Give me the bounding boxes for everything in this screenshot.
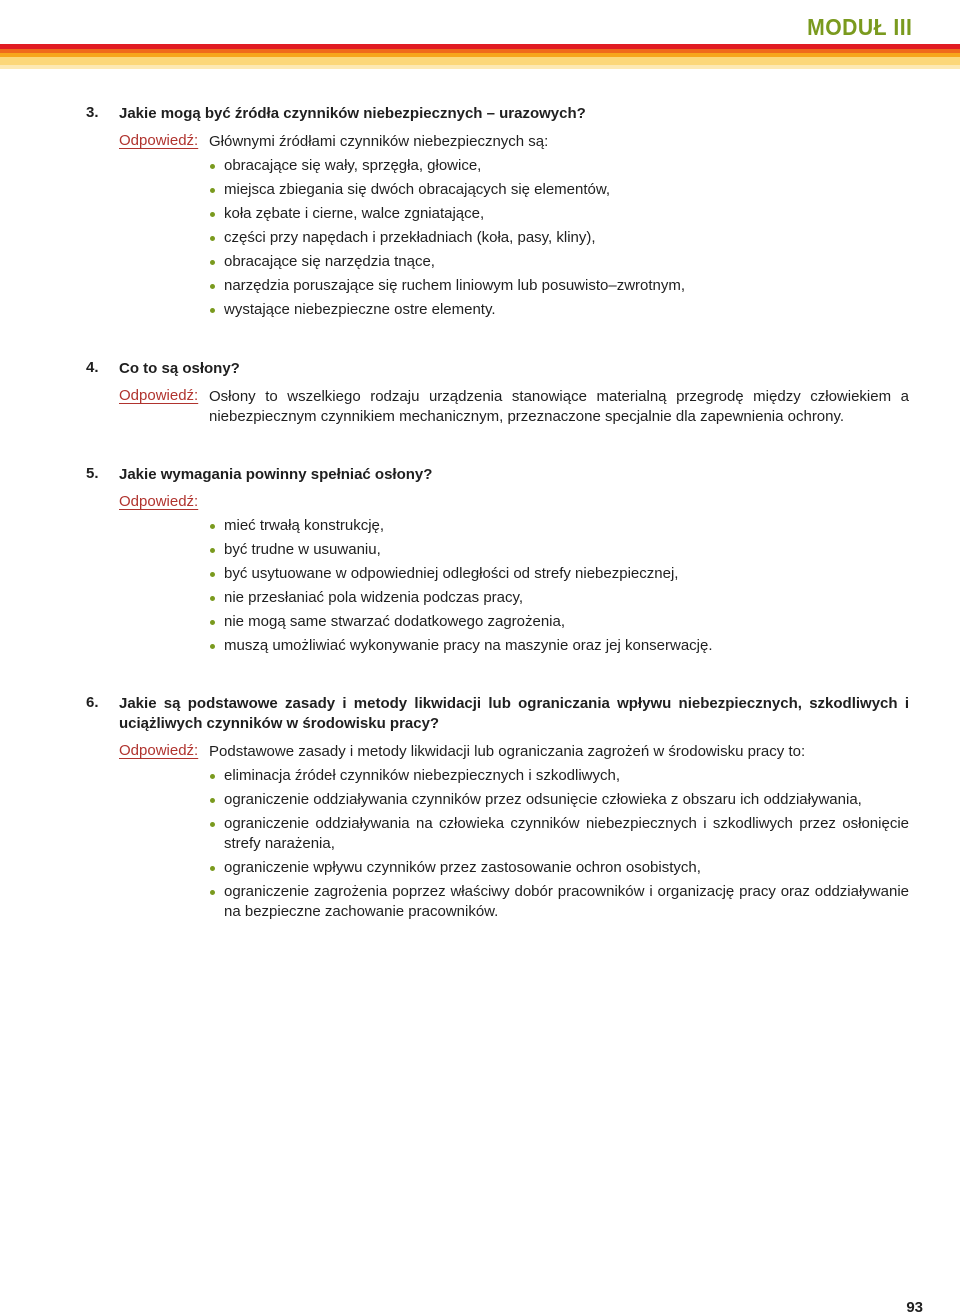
question-number: 5. [86, 465, 99, 482]
question-text: Jakie są podstawowe zasady i metody likwidacji lub ograniczania wpływu niebezpiecznych, szkodliwych i uciążliwych czynników w środowisku pracy? [119, 695, 909, 732]
question-number: 3. [86, 104, 99, 121]
list-item: koła zębate i cierne, walce zgniatające, [209, 204, 909, 224]
bullet-icon [210, 284, 215, 289]
answer-label: Odpowiedź: [119, 132, 199, 149]
list-item: być usytuowane w odpowiedniej odległości od strefy niebezpiecznej, [209, 564, 909, 584]
bullet-icon [210, 620, 215, 625]
bullet-icon [210, 212, 215, 217]
bullet-icon [210, 822, 215, 827]
page-number: 93 [906, 1299, 923, 1316]
answer-label: Odpowiedź: [119, 387, 199, 404]
answer-intro: Głównymi źródłami czynników niebezpiecznych są: [209, 133, 549, 150]
list-item: muszą umożliwiać wykonywanie pracy na maszynie oraz jej konserwację. [209, 636, 909, 656]
bullet-icon [210, 798, 215, 803]
list-item: być trudne w usuwaniu, [209, 540, 909, 560]
list-item: miejsca zbiegania się dwóch obracających się elementów, [209, 180, 909, 200]
bullet-icon [210, 596, 215, 601]
question-number: 6. [86, 694, 99, 711]
bullet-icon [210, 524, 215, 529]
question-number: 4. [86, 359, 99, 376]
list-item: narzędzia poruszające się ruchem liniowym lub posuwisto–zwrotnym, [209, 276, 909, 296]
bullet-icon [210, 548, 215, 553]
bullet-icon [210, 164, 215, 169]
list-item: wystające niebezpieczne ostre elementy. [209, 300, 909, 320]
list-item: obracające się narzędzia tnące, [209, 252, 909, 272]
list-item: części przy napędach i przekładniach (koła, pasy, kliny), [209, 228, 909, 248]
list-item: nie przesłaniać pola widzenia podczas pracy, [209, 588, 909, 608]
answer-bullet-list [209, 156, 909, 324]
list-item: nie mogą same stwarzać dodatkowego zagrożenia, [209, 612, 909, 632]
bullet-icon [210, 644, 215, 649]
header-stripe-pale [0, 65, 960, 69]
answer-bullet-list [209, 516, 909, 660]
question-text: Jakie wymagania powinny spełniać osłony? [119, 466, 433, 483]
question-text: Co to są osłony? [119, 360, 240, 377]
bullet-icon [210, 774, 215, 779]
list-item: ograniczenie wpływu czynników przez zastosowanie ochron osobistych, [209, 858, 909, 878]
answer-bullet-list [209, 766, 909, 926]
bullet-icon [210, 866, 215, 871]
bullet-icon [210, 890, 215, 895]
answer-label: Odpowiedź: [119, 742, 199, 759]
answer-intro: Podstawowe zasady i metody likwidacji lub ograniczania zagrożeń w środowisku pracy to: [209, 743, 806, 760]
list-item: obracające się wały, sprzęgła, głowice, [209, 156, 909, 176]
list-item: ograniczenie oddziaływania czynników przez odsunięcie człowieka z obszaru ich oddziaływania, [209, 790, 909, 810]
header-stripe-yellow [0, 57, 960, 65]
bullet-icon [210, 308, 215, 313]
page-header [0, 0, 960, 72]
bullet-icon [210, 236, 215, 241]
module-title: MODUŁ III [806, 14, 912, 40]
answer-text: Osłony to wszelkiego rodzaju urządzenia stanowiące materialną przegrodę między człowiekiem a niebezpiecznym czynnikiem mechanicznym, przeznaczone specjalnie dla zapewnienia ochrony. [209, 388, 909, 425]
list-item: ograniczenie zagrożenia poprzez właściwy dobór pracowników i organizację pracy oraz oddziaływanie na bezpieczne zachowanie pracowników. [209, 882, 909, 922]
bullet-icon [210, 572, 215, 577]
bullet-icon [210, 260, 215, 265]
answer-label: Odpowiedź: [119, 493, 199, 510]
question-text: Jakie mogą być źródła czynników niebezpiecznych – urazowych? [119, 105, 586, 122]
bullet-icon [210, 188, 215, 193]
list-item: eliminacja źródeł czynników niebezpiecznych i szkodliwych, [209, 766, 909, 786]
list-item: ograniczenie oddziaływania na człowieka czynników niebezpiecznych i szkodliwych przez osłonięcie strefy narażenia, [209, 814, 909, 854]
list-item: mieć trwałą konstrukcję, [209, 516, 909, 536]
